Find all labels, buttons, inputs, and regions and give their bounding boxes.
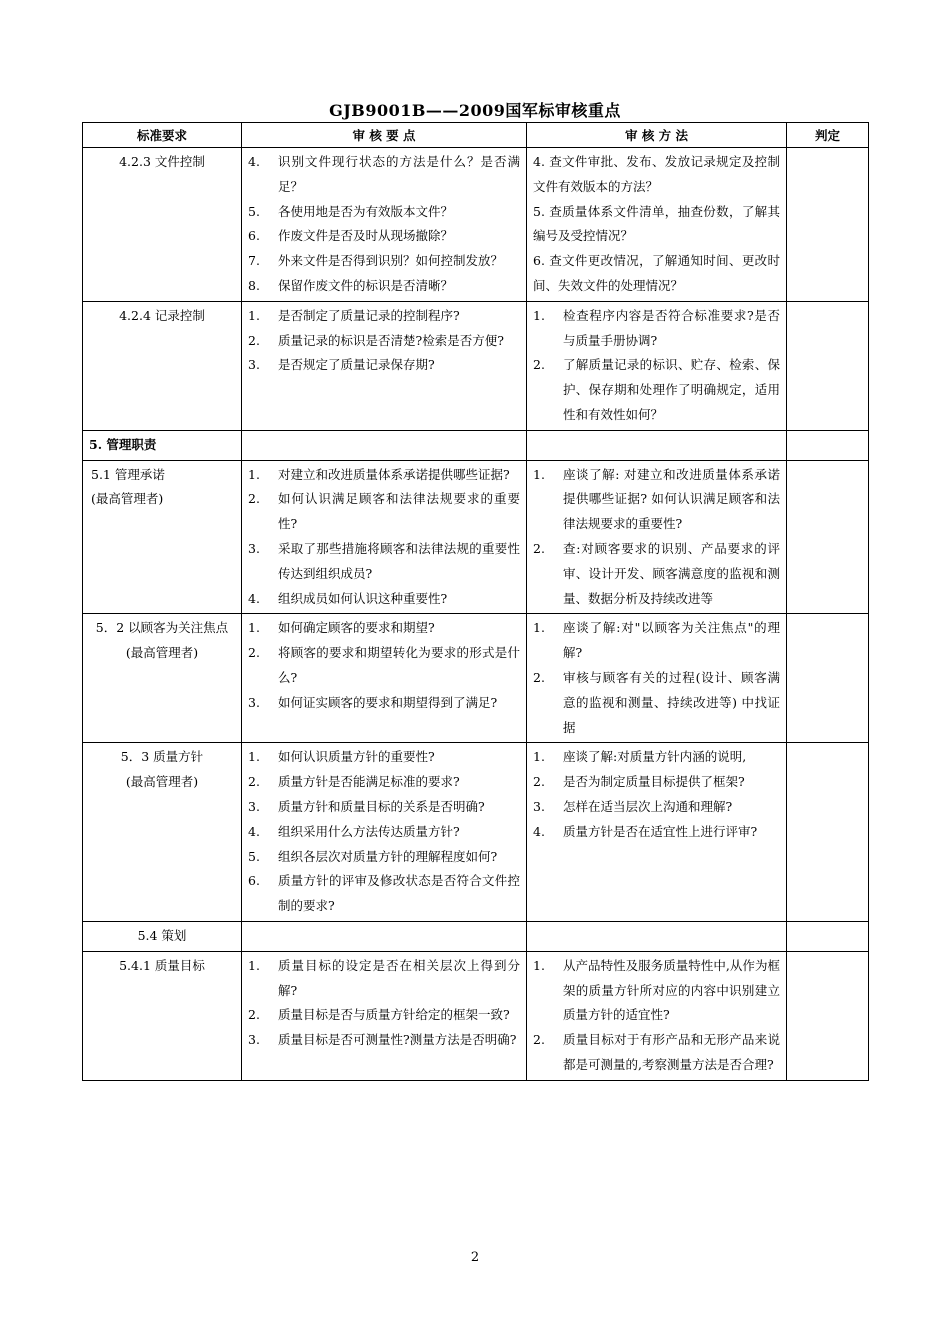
table-row	[83, 430, 869, 460]
list-item	[533, 795, 780, 820]
standard-cell	[83, 301, 242, 430]
item-number: 2.	[533, 1032, 545, 1048]
audit-points-cell	[242, 430, 527, 460]
item-text: 外来文件是否得到识别？如何控制发放？	[278, 253, 504, 269]
item-text: 是否制定了质量记录的控制程序?	[278, 307, 460, 323]
item-number: 3.	[248, 357, 260, 373]
item-number: 5.	[248, 848, 260, 864]
audit-methods-list	[533, 745, 780, 844]
list-item	[248, 795, 520, 820]
item-number: 2.	[248, 645, 260, 661]
item-number: 5.	[248, 203, 260, 219]
item-number: 4.	[533, 823, 545, 839]
list-item	[533, 820, 780, 845]
item-number: 2.	[533, 540, 545, 556]
list-item	[248, 249, 520, 274]
judgement-cell	[787, 951, 869, 1080]
standard-cell	[83, 951, 242, 1080]
list-item	[248, 329, 520, 354]
standard-clause: 5.4.1 质量目标	[119, 957, 205, 973]
audit-methods-cell	[527, 301, 787, 430]
item-number: 4.	[248, 823, 260, 839]
audit-method-text: 6. 查文件更改情况，了解通知时间、更改时间、失效文件的处理情况？	[533, 253, 780, 293]
item-text: 作废文件是否及时从现场撤除？	[278, 228, 454, 244]
item-number: 2.	[248, 1007, 260, 1023]
item-text: 采取了那些措施将顾客和法律法规的重要性传达到组织成员?	[278, 540, 520, 581]
list-item	[533, 770, 780, 795]
item-number: 3.	[248, 798, 260, 814]
item-number: 1.	[248, 957, 260, 973]
item-number: 1.	[533, 749, 545, 765]
table-row	[83, 951, 869, 1080]
table-header-row	[83, 123, 869, 148]
item-text: 质量方针是否在适宜性上进行评审?	[563, 823, 758, 839]
item-text: 各使用地是否为有效版本文件？	[278, 203, 454, 219]
item-number: 1.	[533, 466, 545, 482]
item-text: 如何确定顾客的要求和期望?	[278, 620, 435, 636]
list-item	[248, 1028, 520, 1053]
item-text: 识别文件现行状态的方法是什么？是否满足？	[278, 154, 520, 194]
item-text: 质量目标是否与质量方针给定的框架一致?	[278, 1007, 510, 1023]
list-item	[248, 224, 520, 249]
audit-points-list	[248, 304, 520, 378]
list-item	[248, 770, 520, 795]
item-number: 4.	[248, 154, 260, 169]
item-number: 1.	[248, 749, 260, 765]
item-text: 怎样在适当层次上沟通和理解?	[563, 798, 733, 814]
table-body	[83, 148, 869, 1081]
item-text: 查:对顾客要求的识别、产品要求的评审、设计开发、顾客满意度的监视和测量、数据分析及持续改进等	[563, 540, 780, 606]
item-text: 质量目标对于有形产品和无形产品来说都是可测量的,考察测量方法是否合理?	[563, 1032, 780, 1072]
header-audit-methods: 审 核 方 法	[527, 123, 787, 148]
item-number: 2.	[248, 491, 260, 507]
item-number: 3.	[248, 1032, 260, 1048]
list-item	[248, 587, 520, 612]
list-item	[248, 1003, 520, 1028]
table-row	[83, 301, 869, 430]
standard-cell	[83, 148, 242, 302]
list-item	[533, 954, 780, 1028]
item-text: 对建立和改进质量体系承诺提供哪些证据?	[278, 466, 510, 482]
item-text: 质量记录的标识是否清楚?检索是否方便?	[278, 332, 504, 348]
item-text: 了解质量记录的标识、贮存、检索、保护、保存期和处理作了明确规定，适用性和有效性如何？	[563, 357, 780, 422]
standard-clause: (最高管理者)	[125, 645, 199, 661]
item-number: 3.	[248, 694, 260, 710]
standard-cell	[83, 921, 242, 951]
list-item	[248, 150, 520, 200]
audit-methods-cell	[527, 430, 787, 460]
list-item	[533, 537, 780, 611]
table-row	[83, 460, 869, 614]
list-item	[248, 537, 520, 587]
audit-points-list	[248, 954, 520, 1053]
item-text: 是否为制定质量目标提供了框架?	[563, 774, 745, 790]
list-item	[248, 487, 520, 537]
item-number: 6.	[248, 228, 260, 244]
header-judgement: 判定	[787, 123, 869, 148]
audit-points-list	[248, 150, 520, 299]
document-title: GJB9001B——2009国军标审核重点	[329, 101, 621, 120]
list-item	[248, 353, 520, 378]
list-item	[248, 274, 520, 299]
item-number: 2.	[248, 332, 260, 348]
item-text: 座谈了解:对"以顾客为关注焦点"的理解?	[563, 620, 780, 661]
item-text: 审核与顾客有关的过程(设计、顾客满意的监视和测量、持续改进等) 中找证据	[563, 669, 780, 735]
audit-points-cell	[242, 301, 527, 430]
standard-clause: 4.2.4 记录控制	[119, 307, 205, 323]
item-text: 组织各层次对质量方针的理解程度如何?	[278, 848, 498, 864]
item-text: 质量目标的设定是否在相关层次上得到分解?	[278, 957, 520, 998]
item-text: 质量方针是否能满足标准的要求?	[278, 774, 460, 790]
list-item	[533, 1028, 780, 1078]
judgement-cell	[787, 614, 869, 743]
judgement-cell	[787, 430, 869, 460]
audit-methods-cell	[527, 460, 787, 614]
list-item	[248, 641, 520, 691]
standard-clause: 5.4 策划	[137, 927, 187, 943]
table-row	[83, 614, 869, 743]
item-number: 6.	[248, 873, 260, 889]
table-row	[83, 921, 869, 951]
audit-points-cell	[242, 743, 527, 922]
standard-clause: (最高管理者)	[125, 774, 199, 790]
item-number: 1.	[248, 466, 260, 482]
table-row	[83, 743, 869, 922]
audit-points-cell	[242, 148, 527, 302]
item-text: 如何认识满足顾客和法律法规要求的重要性?	[278, 491, 520, 532]
standard-clause: 4.2.3 文件控制	[119, 154, 205, 169]
audit-method-text: 5. 查质量体系文件清单，抽查份数，了解其编号及受控情况？	[533, 203, 780, 244]
audit-method-text: 4. 查文件审批、发布、发放记录规定及控制文件有效版本的方法？	[533, 154, 780, 194]
list-item	[248, 200, 520, 225]
item-number: 3.	[248, 540, 260, 556]
audit-methods-cell	[527, 921, 787, 951]
item-text: 组织成员如何认识这种重要性?	[278, 590, 448, 606]
list-item	[533, 304, 780, 354]
item-text: 检查程序内容是否符合标准要求?是否与质量手册协调?	[563, 307, 780, 348]
audit-points-cell	[242, 460, 527, 614]
judgement-cell	[787, 460, 869, 614]
item-text: 质量方针和质量目标的关系是否明确?	[278, 798, 485, 814]
audit-methods-list	[533, 463, 780, 612]
judgement-cell	[787, 921, 869, 951]
item-number: 1.	[533, 957, 545, 973]
item-number: 1.	[248, 307, 260, 323]
header-audit-points: 审 核 要 点	[242, 123, 527, 148]
standard-cell	[83, 614, 242, 743]
item-number: 3.	[533, 798, 545, 814]
list-item	[248, 869, 520, 919]
list-item	[533, 745, 780, 770]
audit-points-list	[248, 463, 520, 612]
audit-points-cell	[242, 951, 527, 1080]
audit-points-list	[248, 616, 520, 715]
list-item	[248, 745, 520, 770]
list-item	[533, 353, 780, 427]
item-number: 1.	[248, 620, 260, 636]
standard-cell	[83, 460, 242, 614]
table-row	[83, 148, 869, 302]
audit-points-cell	[242, 614, 527, 743]
standard-clause: 5．3 质量方针	[120, 749, 204, 765]
item-number: 2.	[533, 669, 545, 685]
list-item	[248, 616, 520, 641]
item-text: 将顾客的要求和期望转化为要求的形式是什么?	[278, 645, 520, 685]
list-item	[248, 691, 520, 716]
item-number: 1.	[533, 620, 545, 636]
list-item	[248, 463, 520, 488]
header-standard: 标准要求	[83, 123, 242, 148]
item-text: 如何认识质量方针的重要性?	[278, 749, 435, 765]
item-number: 7.	[248, 253, 260, 269]
item-text: 座谈了解:对质量方针内涵的说明,	[563, 749, 747, 765]
judgement-cell	[787, 301, 869, 430]
item-text: 是否规定了质量记录保存期?	[278, 357, 435, 373]
item-text: 从产品特性及服务质量特性中,从作为框架的质量方针所对应的内容中识别建立质量方针的适宜性?	[563, 957, 780, 1023]
audit-points-list	[248, 745, 520, 919]
audit-methods-cell	[527, 951, 787, 1080]
audit-methods-list	[533, 616, 780, 740]
audit-methods-cell	[527, 743, 787, 922]
item-number: 4.	[248, 590, 260, 606]
judgement-cell	[787, 743, 869, 922]
item-text: 质量目标是否可测量性?测量方法是否明确?	[278, 1032, 517, 1048]
standard-clause: 5.1 管理承诺	[91, 466, 165, 482]
judgement-cell	[787, 148, 869, 302]
standard-cell	[83, 743, 242, 922]
item-text: 质量方针的评审及修改状态是否符合文件控制的要求?	[278, 873, 520, 914]
page-number: 2	[470, 1250, 480, 1265]
item-number: 2.	[533, 774, 545, 790]
standard-clause: 5．2 以顾客为关注焦点	[95, 620, 229, 636]
audit-methods-cell	[527, 614, 787, 743]
standard-clause: (最高管理者)	[91, 491, 164, 507]
item-text: 座谈了解: 对建立和改进质量体系承诺提供哪些证据? 如何认识满足顾客和法律法规要求的重要性?	[563, 466, 780, 532]
list-item	[533, 666, 780, 740]
list-item	[248, 954, 520, 1004]
item-number: 2.	[248, 774, 260, 790]
audit-table	[82, 122, 869, 1081]
audit-methods-cell	[527, 148, 787, 302]
item-text: 保留作废文件的标识是否清晰？	[278, 277, 454, 293]
item-number: 8.	[248, 277, 260, 293]
audit-methods-list	[533, 954, 780, 1078]
list-item	[533, 463, 780, 537]
list-item	[533, 616, 780, 666]
item-text: 组织采用什么方法传达质量方针?	[278, 823, 460, 839]
item-text: 如何证实顾客的要求和期望得到了满足?	[278, 694, 498, 710]
audit-points-cell	[242, 921, 527, 951]
item-number: 2.	[533, 357, 545, 373]
section-heading: 5. 管理职责	[83, 430, 242, 460]
list-item	[248, 304, 520, 329]
list-item	[248, 820, 520, 845]
audit-methods-list	[533, 304, 780, 428]
list-item	[248, 845, 520, 870]
item-number: 1.	[533, 307, 545, 323]
